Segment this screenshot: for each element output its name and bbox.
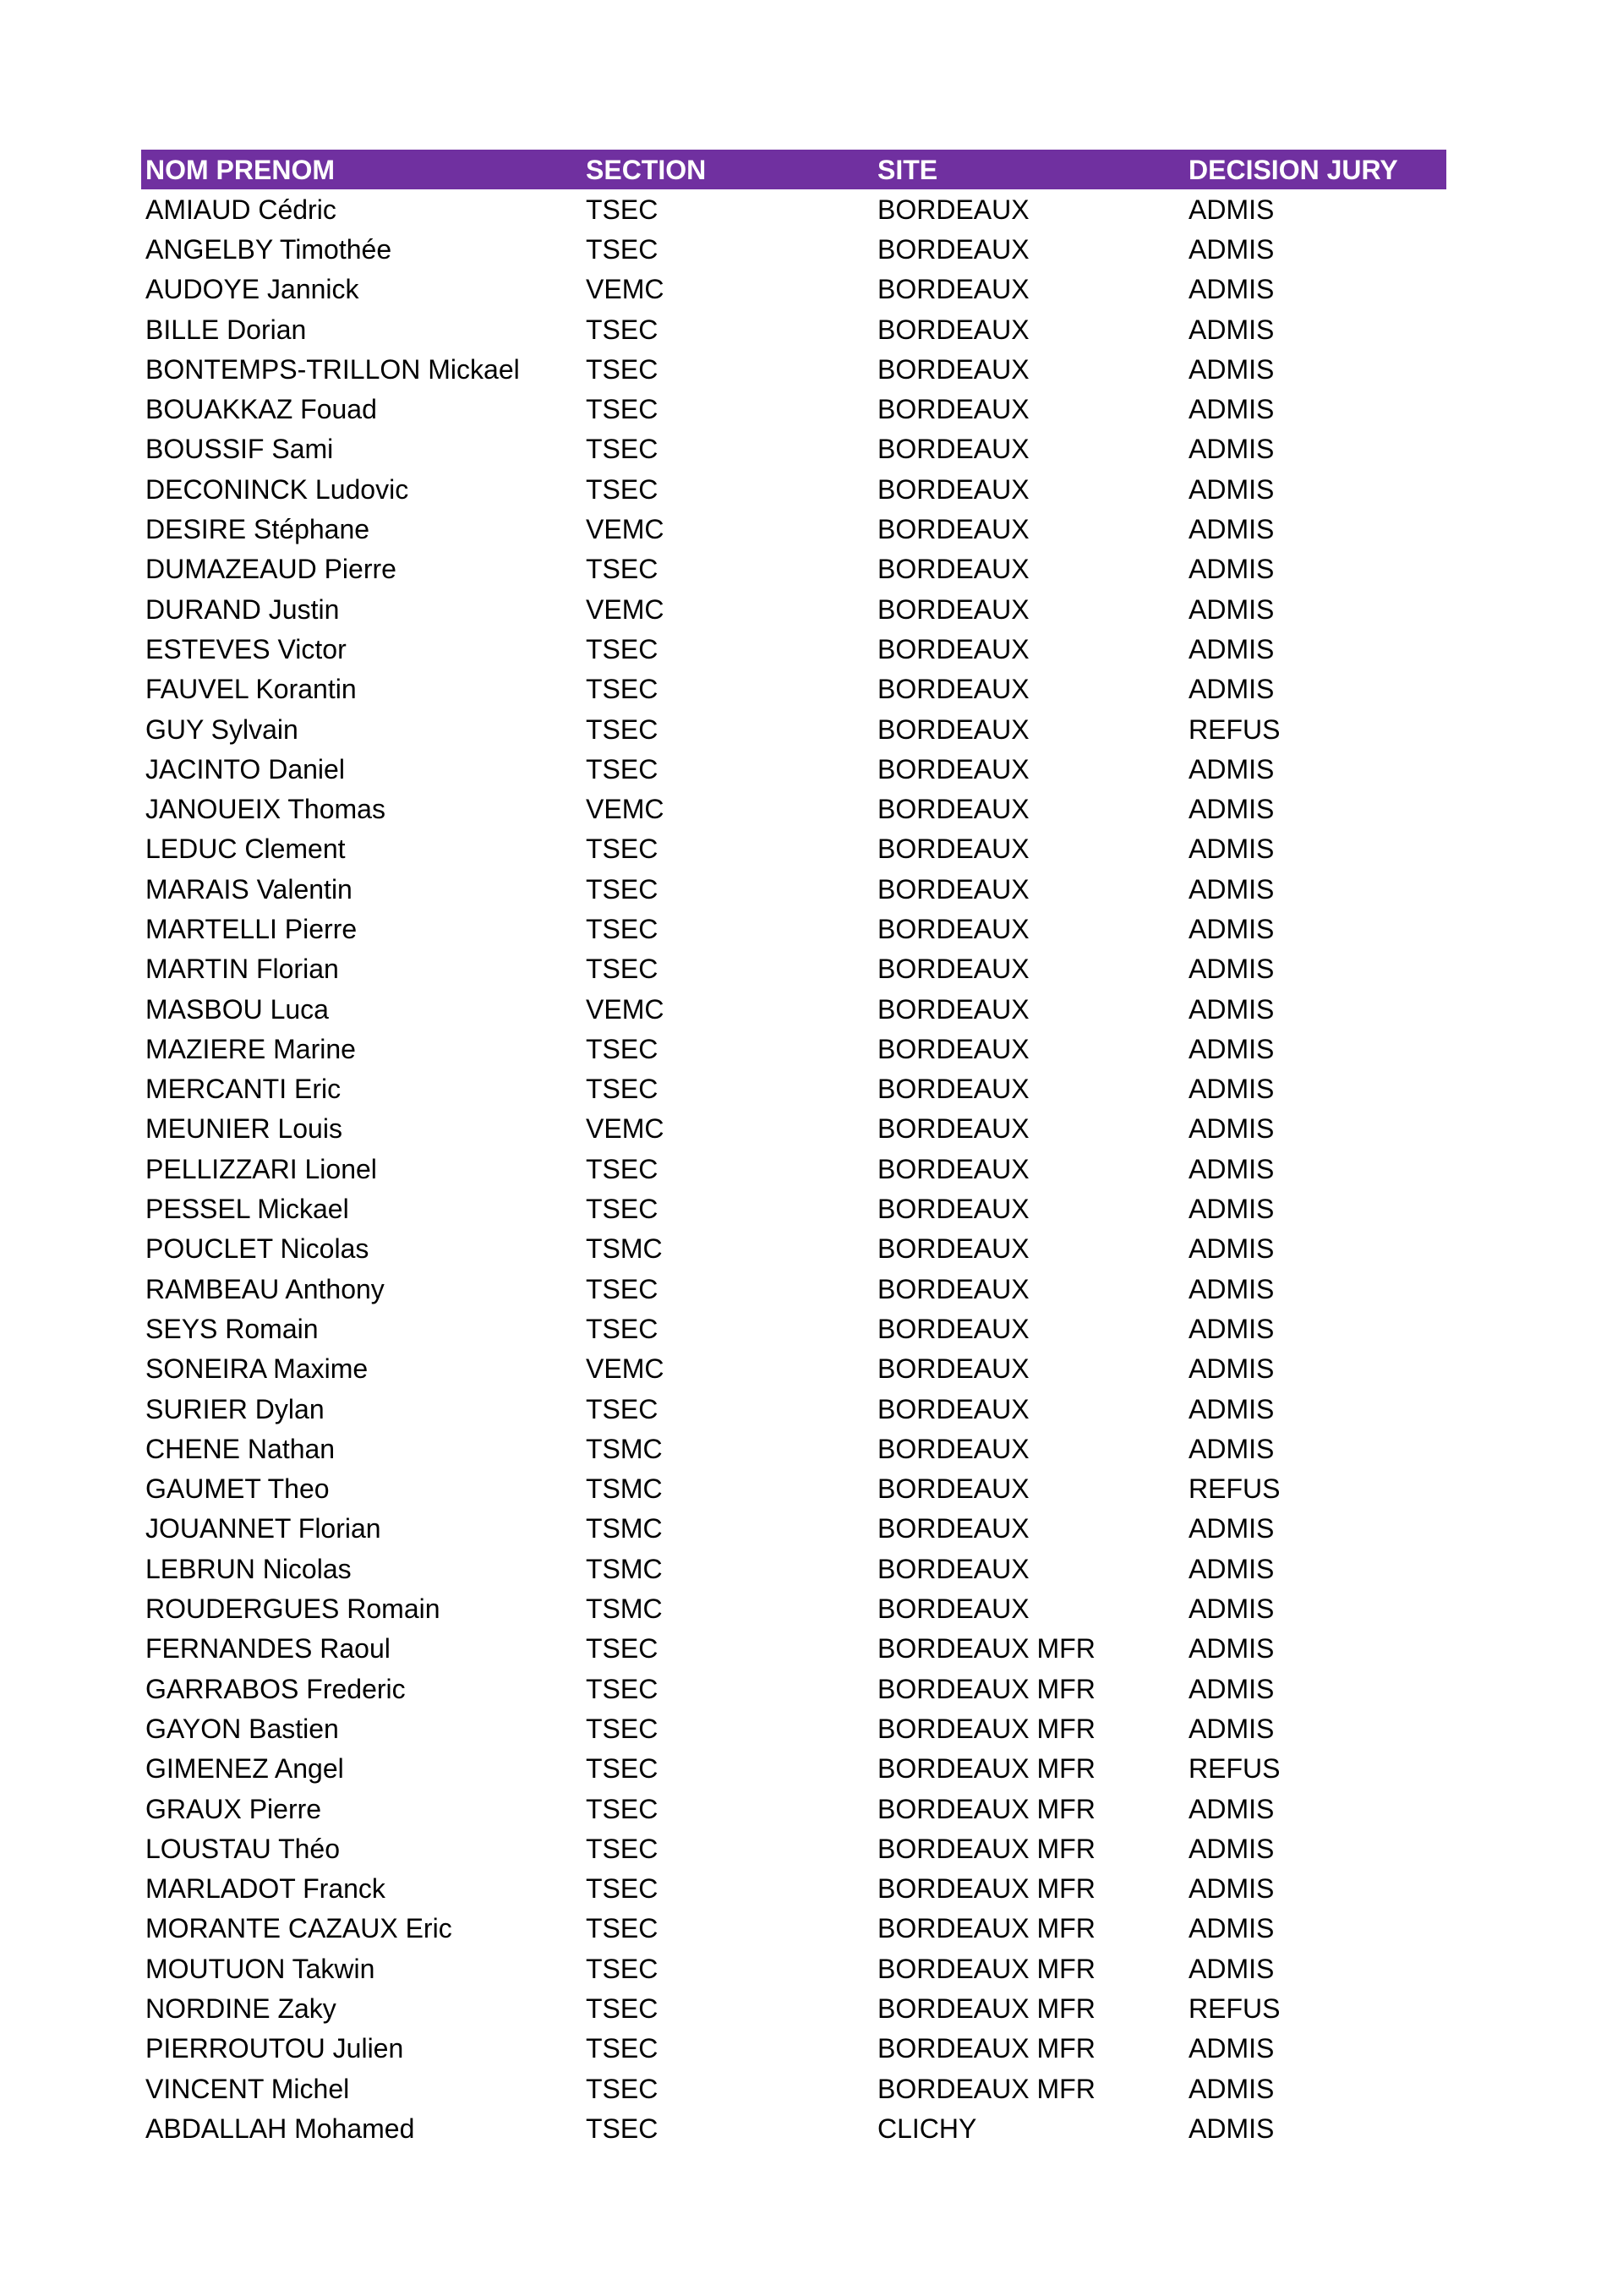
cell-name: GRAUX Pierre (145, 1793, 322, 1824)
cell-section: TSEC (586, 954, 658, 985)
cell-site: BORDEAUX (877, 1153, 1030, 1184)
cell-site: BORDEAUX MFR (877, 2033, 1096, 2064)
table-header (141, 150, 1446, 189)
cell-name: MAZIERE Marine (145, 1033, 356, 1064)
cell-site: BORDEAUX (877, 473, 1030, 505)
cell-site: BORDEAUX (877, 1113, 1030, 1145)
table-row (141, 429, 1446, 469)
cell-section: TSEC (586, 1913, 658, 1944)
cell-name: AUDOYE Jannick (145, 274, 359, 305)
cell-name: BOUAKKAZ Fouad (145, 394, 377, 425)
cell-site: BORDEAUX (877, 1194, 1030, 1225)
cell-name: MOUTUON Takwin (145, 1953, 375, 1984)
table-row (141, 909, 1446, 948)
cell-decision: ADMIS (1189, 674, 1275, 705)
cell-decision: ADMIS (1189, 514, 1275, 545)
table-row (141, 309, 1446, 349)
cell-decision: ADMIS (1189, 1153, 1275, 1184)
table-row (141, 869, 1446, 909)
cell-decision: ADMIS (1189, 353, 1275, 385)
cell-decision: ADMIS (1189, 1793, 1275, 1824)
cell-decision: ADMIS (1189, 1074, 1275, 1105)
cell-site: BORDEAUX MFR (877, 1913, 1096, 1944)
cell-name: LEBRUN Nicolas (145, 1553, 352, 1584)
cell-name: MERCANTI Eric (145, 1074, 342, 1105)
cell-decision: ADMIS (1189, 1873, 1275, 1905)
cell-section: TSEC (586, 1753, 658, 1785)
table-row (141, 1429, 1446, 1468)
cell-site: BORDEAUX (877, 913, 1030, 944)
cell-decision: ADMIS (1189, 1913, 1275, 1944)
cell-site: BORDEAUX (877, 1273, 1030, 1304)
cell-section: TSEC (586, 1713, 658, 1744)
table-row (141, 1789, 1446, 1829)
cell-site: BORDEAUX (877, 194, 1030, 225)
cell-section: TSEC (586, 1993, 658, 2024)
cell-section: TSEC (586, 394, 658, 425)
header-section: SECTION (586, 154, 707, 185)
cell-name: SURIER Dylan (145, 1393, 325, 1424)
cell-name: SONEIRA Maxime (145, 1353, 369, 1385)
cell-decision: ADMIS (1189, 233, 1275, 265)
cell-name: VINCENT Michel (145, 2073, 350, 2104)
table-row (141, 270, 1446, 309)
table-row (141, 1868, 1446, 1908)
cell-site: BORDEAUX (877, 1594, 1030, 1625)
cell-section: TSMC (586, 1513, 663, 1544)
cell-site: BORDEAUX (877, 834, 1030, 865)
table-row (141, 469, 1446, 509)
table-row (141, 1349, 1446, 1389)
cell-name: BOUSSIF Sami (145, 434, 334, 465)
cell-name: ANGELBY Timothée (145, 233, 392, 265)
cell-section: VEMC (586, 1353, 664, 1385)
cell-site: BORDEAUX (877, 1233, 1030, 1265)
cell-name: JACINTO Daniel (145, 753, 345, 784)
cell-name: JANOUEIX Thomas (145, 794, 385, 825)
cell-name: FERNANDES Raoul (145, 1633, 391, 1665)
cell-name: BONTEMPS-TRILLON Mickael (145, 353, 520, 385)
cell-decision: ADMIS (1189, 1594, 1275, 1625)
table-row (141, 1109, 1446, 1149)
cell-site: BORDEAUX MFR (877, 1753, 1096, 1785)
cell-section: TSEC (586, 674, 658, 705)
table-row (141, 1389, 1446, 1429)
cell-section: TSMC (586, 1233, 663, 1265)
table-row (141, 1069, 1446, 1109)
cell-decision: ADMIS (1189, 2033, 1275, 2064)
cell-section: TSEC (586, 554, 658, 585)
table-row (141, 709, 1446, 749)
cell-name: FAUVEL Korantin (145, 674, 357, 705)
table-row (141, 549, 1446, 589)
cell-decision: ADMIS (1189, 2113, 1275, 2144)
cell-name: GARRABOS Frederic (145, 1673, 406, 1704)
cell-section: TSEC (586, 473, 658, 505)
cell-decision: REFUS (1189, 1473, 1281, 1505)
table-row (141, 1708, 1446, 1748)
cell-section: TSEC (586, 2033, 658, 2064)
cell-site: BORDEAUX MFR (877, 1953, 1096, 1984)
cell-site: BORDEAUX (877, 1433, 1030, 1464)
cell-section: TSEC (586, 353, 658, 385)
cell-site: BORDEAUX (877, 514, 1030, 545)
cell-name: POUCLET Nicolas (145, 1233, 369, 1265)
cell-name: CHENE Nathan (145, 1433, 336, 1464)
table-row (141, 1549, 1446, 1588)
cell-section: TSEC (586, 633, 658, 664)
cell-decision: ADMIS (1189, 633, 1275, 664)
table-row (141, 389, 1446, 429)
cell-name: ROUDERGUES Romain (145, 1594, 440, 1625)
cell-section: VEMC (586, 1113, 664, 1145)
table-row (141, 1229, 1446, 1269)
cell-decision: ADMIS (1189, 2073, 1275, 2104)
cell-site: BORDEAUX (877, 1513, 1030, 1544)
cell-section: TSEC (586, 314, 658, 345)
cell-site: BORDEAUX MFR (877, 2073, 1096, 2104)
cell-name: PIERROUTOU Julien (145, 2033, 404, 2064)
cell-section: TSEC (586, 873, 658, 905)
cell-section: VEMC (586, 993, 664, 1025)
table-row (141, 2029, 1446, 2069)
table-row (141, 1988, 1446, 2028)
cell-decision: ADMIS (1189, 1953, 1275, 1984)
cell-decision: ADMIS (1189, 753, 1275, 784)
cell-site: BORDEAUX (877, 1353, 1030, 1385)
cell-section: TSEC (586, 753, 658, 784)
cell-name: BILLE Dorian (145, 314, 307, 345)
cell-site: BORDEAUX MFR (877, 1713, 1096, 1744)
table-body (141, 189, 1446, 2149)
cell-site: BORDEAUX (877, 633, 1030, 664)
cell-section: TSEC (586, 2073, 658, 2104)
cell-decision: ADMIS (1189, 593, 1275, 625)
cell-section: TSEC (586, 1273, 658, 1304)
table-row (141, 829, 1446, 869)
table-row (141, 189, 1446, 229)
cell-decision: ADMIS (1189, 1553, 1275, 1584)
cell-decision: ADMIS (1189, 1033, 1275, 1064)
cell-name: DESIRE Stéphane (145, 514, 370, 545)
cell-name: JOUANNET Florian (145, 1513, 381, 1544)
table-row (141, 1509, 1446, 1549)
cell-site: BORDEAUX (877, 674, 1030, 705)
cell-name: GAYON Bastien (145, 1713, 339, 1744)
cell-site: CLICHY (877, 2113, 977, 2144)
cell-decision: REFUS (1189, 1753, 1281, 1785)
cell-section: TSEC (586, 1153, 658, 1184)
cell-section: TSEC (586, 1074, 658, 1105)
table-row (141, 1749, 1446, 1789)
cell-site: BORDEAUX (877, 954, 1030, 985)
cell-section: TSEC (586, 1793, 658, 1824)
cell-section: TSEC (586, 1953, 658, 1984)
cell-decision: ADMIS (1189, 993, 1275, 1025)
table-row (141, 1909, 1446, 1949)
table-row (141, 789, 1446, 828)
cell-site: BORDEAUX (877, 993, 1030, 1025)
cell-section: TSEC (586, 1393, 658, 1424)
table-row (141, 989, 1446, 1029)
cell-decision: ADMIS (1189, 1513, 1275, 1544)
cell-decision: REFUS (1189, 1993, 1281, 2024)
table-row (141, 2069, 1446, 2108)
cell-section: TSEC (586, 1873, 658, 1905)
cell-decision: ADMIS (1189, 913, 1275, 944)
cell-decision: ADMIS (1189, 794, 1275, 825)
cell-name: DUMAZEAUD Pierre (145, 554, 396, 585)
table-row (141, 1149, 1446, 1189)
cell-section: TSMC (586, 1433, 663, 1464)
cell-decision: ADMIS (1189, 1273, 1275, 1304)
cell-decision: ADMIS (1189, 1353, 1275, 1385)
table-row (141, 1029, 1446, 1069)
table-row (141, 1309, 1446, 1348)
cell-name: ABDALLAH Mohamed (145, 2113, 415, 2144)
cell-name: MARTELLI Pierre (145, 913, 358, 944)
cell-site: BORDEAUX (877, 794, 1030, 825)
cell-decision: ADMIS (1189, 954, 1275, 985)
cell-name: PELLIZZARI Lionel (145, 1153, 377, 1184)
table-row (141, 1469, 1446, 1509)
table-row (141, 1629, 1446, 1669)
table-row (141, 1949, 1446, 1988)
cell-site: BORDEAUX (877, 873, 1030, 905)
cell-name: SEYS Romain (145, 1313, 319, 1344)
cell-decision: ADMIS (1189, 473, 1275, 505)
cell-name: MEUNIER Louis (145, 1113, 342, 1145)
cell-site: BORDEAUX (877, 394, 1030, 425)
results-table (141, 150, 1446, 2149)
cell-name: MORANTE CAZAUX Eric (145, 1913, 452, 1944)
cell-section: TSMC (586, 1473, 663, 1505)
cell-decision: ADMIS (1189, 274, 1275, 305)
cell-site: BORDEAUX (877, 593, 1030, 625)
table-row (141, 629, 1446, 669)
cell-name: ESTEVES Victor (145, 633, 347, 664)
cell-site: BORDEAUX (877, 1393, 1030, 1424)
cell-decision: ADMIS (1189, 1833, 1275, 1864)
cell-decision: ADMIS (1189, 1713, 1275, 1744)
cell-site: BORDEAUX (877, 1074, 1030, 1105)
cell-decision: ADMIS (1189, 194, 1275, 225)
table-row (141, 509, 1446, 549)
table-row (141, 229, 1446, 269)
cell-name: LEDUC Clement (145, 834, 346, 865)
cell-name: GIMENEZ Angel (145, 1753, 344, 1785)
cell-site: BORDEAUX (877, 1033, 1030, 1064)
cell-site: BORDEAUX MFR (877, 1793, 1096, 1824)
cell-section: TSEC (586, 1833, 658, 1864)
cell-name: MASBOU Luca (145, 993, 329, 1025)
cell-section: TSEC (586, 194, 658, 225)
cell-site: BORDEAUX (877, 353, 1030, 385)
cell-site: BORDEAUX (877, 274, 1030, 305)
cell-decision: ADMIS (1189, 314, 1275, 345)
cell-decision: ADMIS (1189, 1194, 1275, 1225)
cell-section: TSEC (586, 1194, 658, 1225)
cell-name: DURAND Justin (145, 593, 340, 625)
cell-name: PESSEL Mickael (145, 1194, 349, 1225)
cell-name: GAUMET Theo (145, 1473, 330, 1505)
cell-site: BORDEAUX MFR (877, 1673, 1096, 1704)
table-row (141, 1269, 1446, 1309)
cell-section: TSEC (586, 2113, 658, 2144)
table-row (141, 1588, 1446, 1628)
cell-name: GUY Sylvain (145, 713, 298, 745)
cell-name: NORDINE Zaky (145, 1993, 336, 2024)
cell-decision: ADMIS (1189, 554, 1275, 585)
cell-site: BORDEAUX MFR (877, 1833, 1096, 1864)
cell-site: BORDEAUX MFR (877, 1873, 1096, 1905)
cell-site: BORDEAUX (877, 713, 1030, 745)
table-row (141, 1669, 1446, 1708)
table-row (141, 349, 1446, 389)
cell-section: VEMC (586, 794, 664, 825)
cell-decision: ADMIS (1189, 1393, 1275, 1424)
cell-name: LOUSTAU Théo (145, 1833, 341, 1864)
cell-decision: ADMIS (1189, 1233, 1275, 1265)
table-row (141, 1189, 1446, 1228)
cell-section: TSEC (586, 1633, 658, 1665)
cell-name: RAMBEAU Anthony (145, 1273, 385, 1304)
cell-name: AMIAUD Cédric (145, 194, 336, 225)
cell-decision: ADMIS (1189, 1433, 1275, 1464)
cell-name: MARAIS Valentin (145, 873, 352, 905)
cell-section: TSEC (586, 434, 658, 465)
table-row (141, 949, 1446, 989)
cell-decision: ADMIS (1189, 1673, 1275, 1704)
cell-site: BORDEAUX (877, 1313, 1030, 1344)
cell-section: TSMC (586, 1594, 663, 1625)
cell-decision: ADMIS (1189, 834, 1275, 865)
table-row (141, 589, 1446, 629)
cell-section: TSEC (586, 713, 658, 745)
cell-site: BORDEAUX (877, 314, 1030, 345)
cell-site: BORDEAUX MFR (877, 1993, 1096, 2024)
cell-section: VEMC (586, 274, 664, 305)
table-row (141, 670, 1446, 709)
cell-decision: ADMIS (1189, 394, 1275, 425)
table-row (141, 1829, 1446, 1868)
cell-decision: ADMIS (1189, 873, 1275, 905)
cell-section: TSEC (586, 233, 658, 265)
cell-name: MARLADOT Franck (145, 1873, 385, 1905)
cell-name: MARTIN Florian (145, 954, 339, 985)
cell-decision: ADMIS (1189, 1113, 1275, 1145)
cell-decision: ADMIS (1189, 1313, 1275, 1344)
cell-decision: REFUS (1189, 713, 1281, 745)
cell-section: VEMC (586, 593, 664, 625)
cell-site: BORDEAUX (877, 554, 1030, 585)
table-row (141, 749, 1446, 789)
cell-site: BORDEAUX (877, 753, 1030, 784)
cell-section: TSEC (586, 1033, 658, 1064)
table-row (141, 2108, 1446, 2148)
cell-site: BORDEAUX (877, 233, 1030, 265)
cell-section: TSEC (586, 913, 658, 944)
cell-section: VEMC (586, 514, 664, 545)
header-decision: DECISION JURY (1189, 154, 1398, 185)
header-name: NOM PRENOM (145, 154, 335, 185)
cell-decision: ADMIS (1189, 434, 1275, 465)
cell-site: BORDEAUX (877, 1473, 1030, 1505)
cell-site: BORDEAUX (877, 434, 1030, 465)
cell-section: TSEC (586, 1673, 658, 1704)
cell-decision: ADMIS (1189, 1633, 1275, 1665)
cell-section: TSEC (586, 1313, 658, 1344)
header-site: SITE (877, 154, 938, 185)
cell-site: BORDEAUX (877, 1553, 1030, 1584)
cell-section: TSEC (586, 834, 658, 865)
cell-site: BORDEAUX MFR (877, 1633, 1096, 1665)
cell-section: TSMC (586, 1553, 663, 1584)
cell-name: DECONINCK Ludovic (145, 473, 409, 505)
